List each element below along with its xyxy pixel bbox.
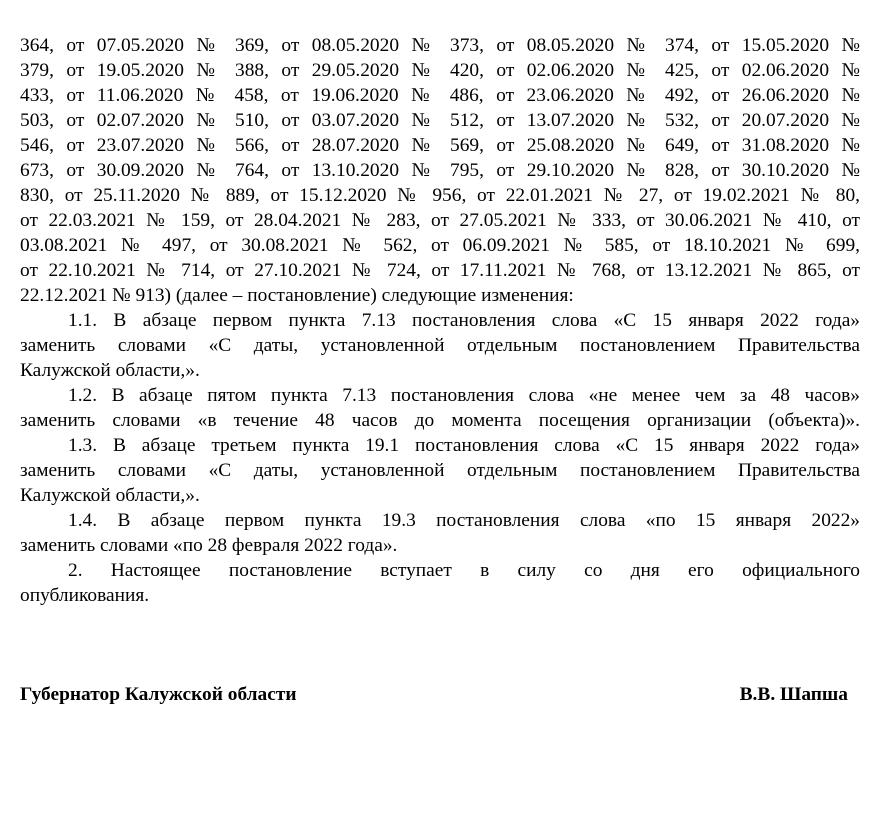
paragraph-1-1-line: 1.1. В абзаце первом пункта 7.13 постановления слова «С 15 января 2022 года» bbox=[68, 310, 860, 331]
text-line: 830, от 25.11.2020 № 889, от 15.12.2020 № 956, от 22.01.2021 № 27, от 19.02.2021 № 80, bbox=[20, 185, 860, 206]
text-line: 364, от 07.05.2020 № 369, от 08.05.2020 № 373, от 08.05.2020 № 374, от 15.05.2020 № bbox=[20, 35, 860, 56]
text-line: 546, от 23.07.2020 № 566, от 28.07.2020 № 569, от 25.08.2020 № 649, от 31.08.2020 № bbox=[20, 135, 860, 156]
text-line: 22.12.2021 № 913) (далее – постановление) следующие изменения: bbox=[20, 285, 574, 306]
text-line: от 22.03.2021 № 159, от 28.04.2021 № 283, от 27.05.2021 № 333, от 30.06.2021 № 410, от bbox=[20, 210, 860, 231]
paragraph-1-2-line: заменить словами «в течение 48 часов до момента посещения организации (объекта)». bbox=[20, 410, 860, 431]
text-line: 379, от 19.05.2020 № 388, от 29.05.2020 № 420, от 02.06.2020 № 425, от 02.06.2020 № bbox=[20, 60, 860, 81]
text-line: от 22.10.2021 № 714, от 27.10.2021 № 724, от 17.11.2021 № 768, от 13.12.2021 № 865, от bbox=[20, 260, 860, 281]
text-line: 673, от 30.09.2020 № 764, от 13.10.2020 № 795, от 29.10.2020 № 828, от 30.10.2020 № bbox=[20, 160, 860, 181]
paragraph-2-line: 2. Настоящее постановление вступает в силу со дня его официального bbox=[68, 560, 860, 581]
text-line: 03.08.2021 № 497, от 30.08.2021 № 562, от 06.09.2021 № 585, от 18.10.2021 № 699, bbox=[20, 235, 860, 256]
signatory-title: Губернатор Калужской области bbox=[20, 684, 297, 705]
paragraph-1-4-line: 1.4. В абзаце первом пункта 19.3 постановления слова «по 15 января 2022» bbox=[68, 510, 860, 531]
paragraph-1-1-line: заменить словами «С даты, установленной отдельным постановлением Правительства bbox=[20, 335, 860, 356]
text-line: 503, от 02.07.2020 № 510, от 03.07.2020 № 512, от 13.07.2020 № 532, от 20.07.2020 № bbox=[20, 110, 860, 131]
paragraph-1-3-line: Калужской области,». bbox=[20, 485, 200, 506]
paragraph-1-1-line: Калужской области,». bbox=[20, 360, 200, 381]
signature-block bbox=[20, 682, 848, 707]
signatory-name: В.В. Шапша bbox=[739, 684, 848, 705]
paragraph-1-2-line: 1.2. В абзаце пятом пункта 7.13 постановления слова «не менее чем за 48 часов» bbox=[68, 385, 860, 406]
document-body bbox=[20, 33, 860, 608]
text-line: 433, от 11.06.2020 № 458, от 19.06.2020 № 486, от 23.06.2020 № 492, от 26.06.2020 № bbox=[20, 85, 860, 106]
paragraph-1-4-line: заменить словами «по 28 февраля 2022 года». bbox=[20, 535, 398, 556]
paragraph-1-3-line: заменить словами «С даты, установленной отдельным постановлением Правительства bbox=[20, 460, 860, 481]
paragraph-2-line: опубликования. bbox=[20, 585, 150, 606]
paragraph-1-3-line: 1.3. В абзаце третьем пункта 19.1 постановления слова «С 15 января 2022 года» bbox=[68, 435, 860, 456]
